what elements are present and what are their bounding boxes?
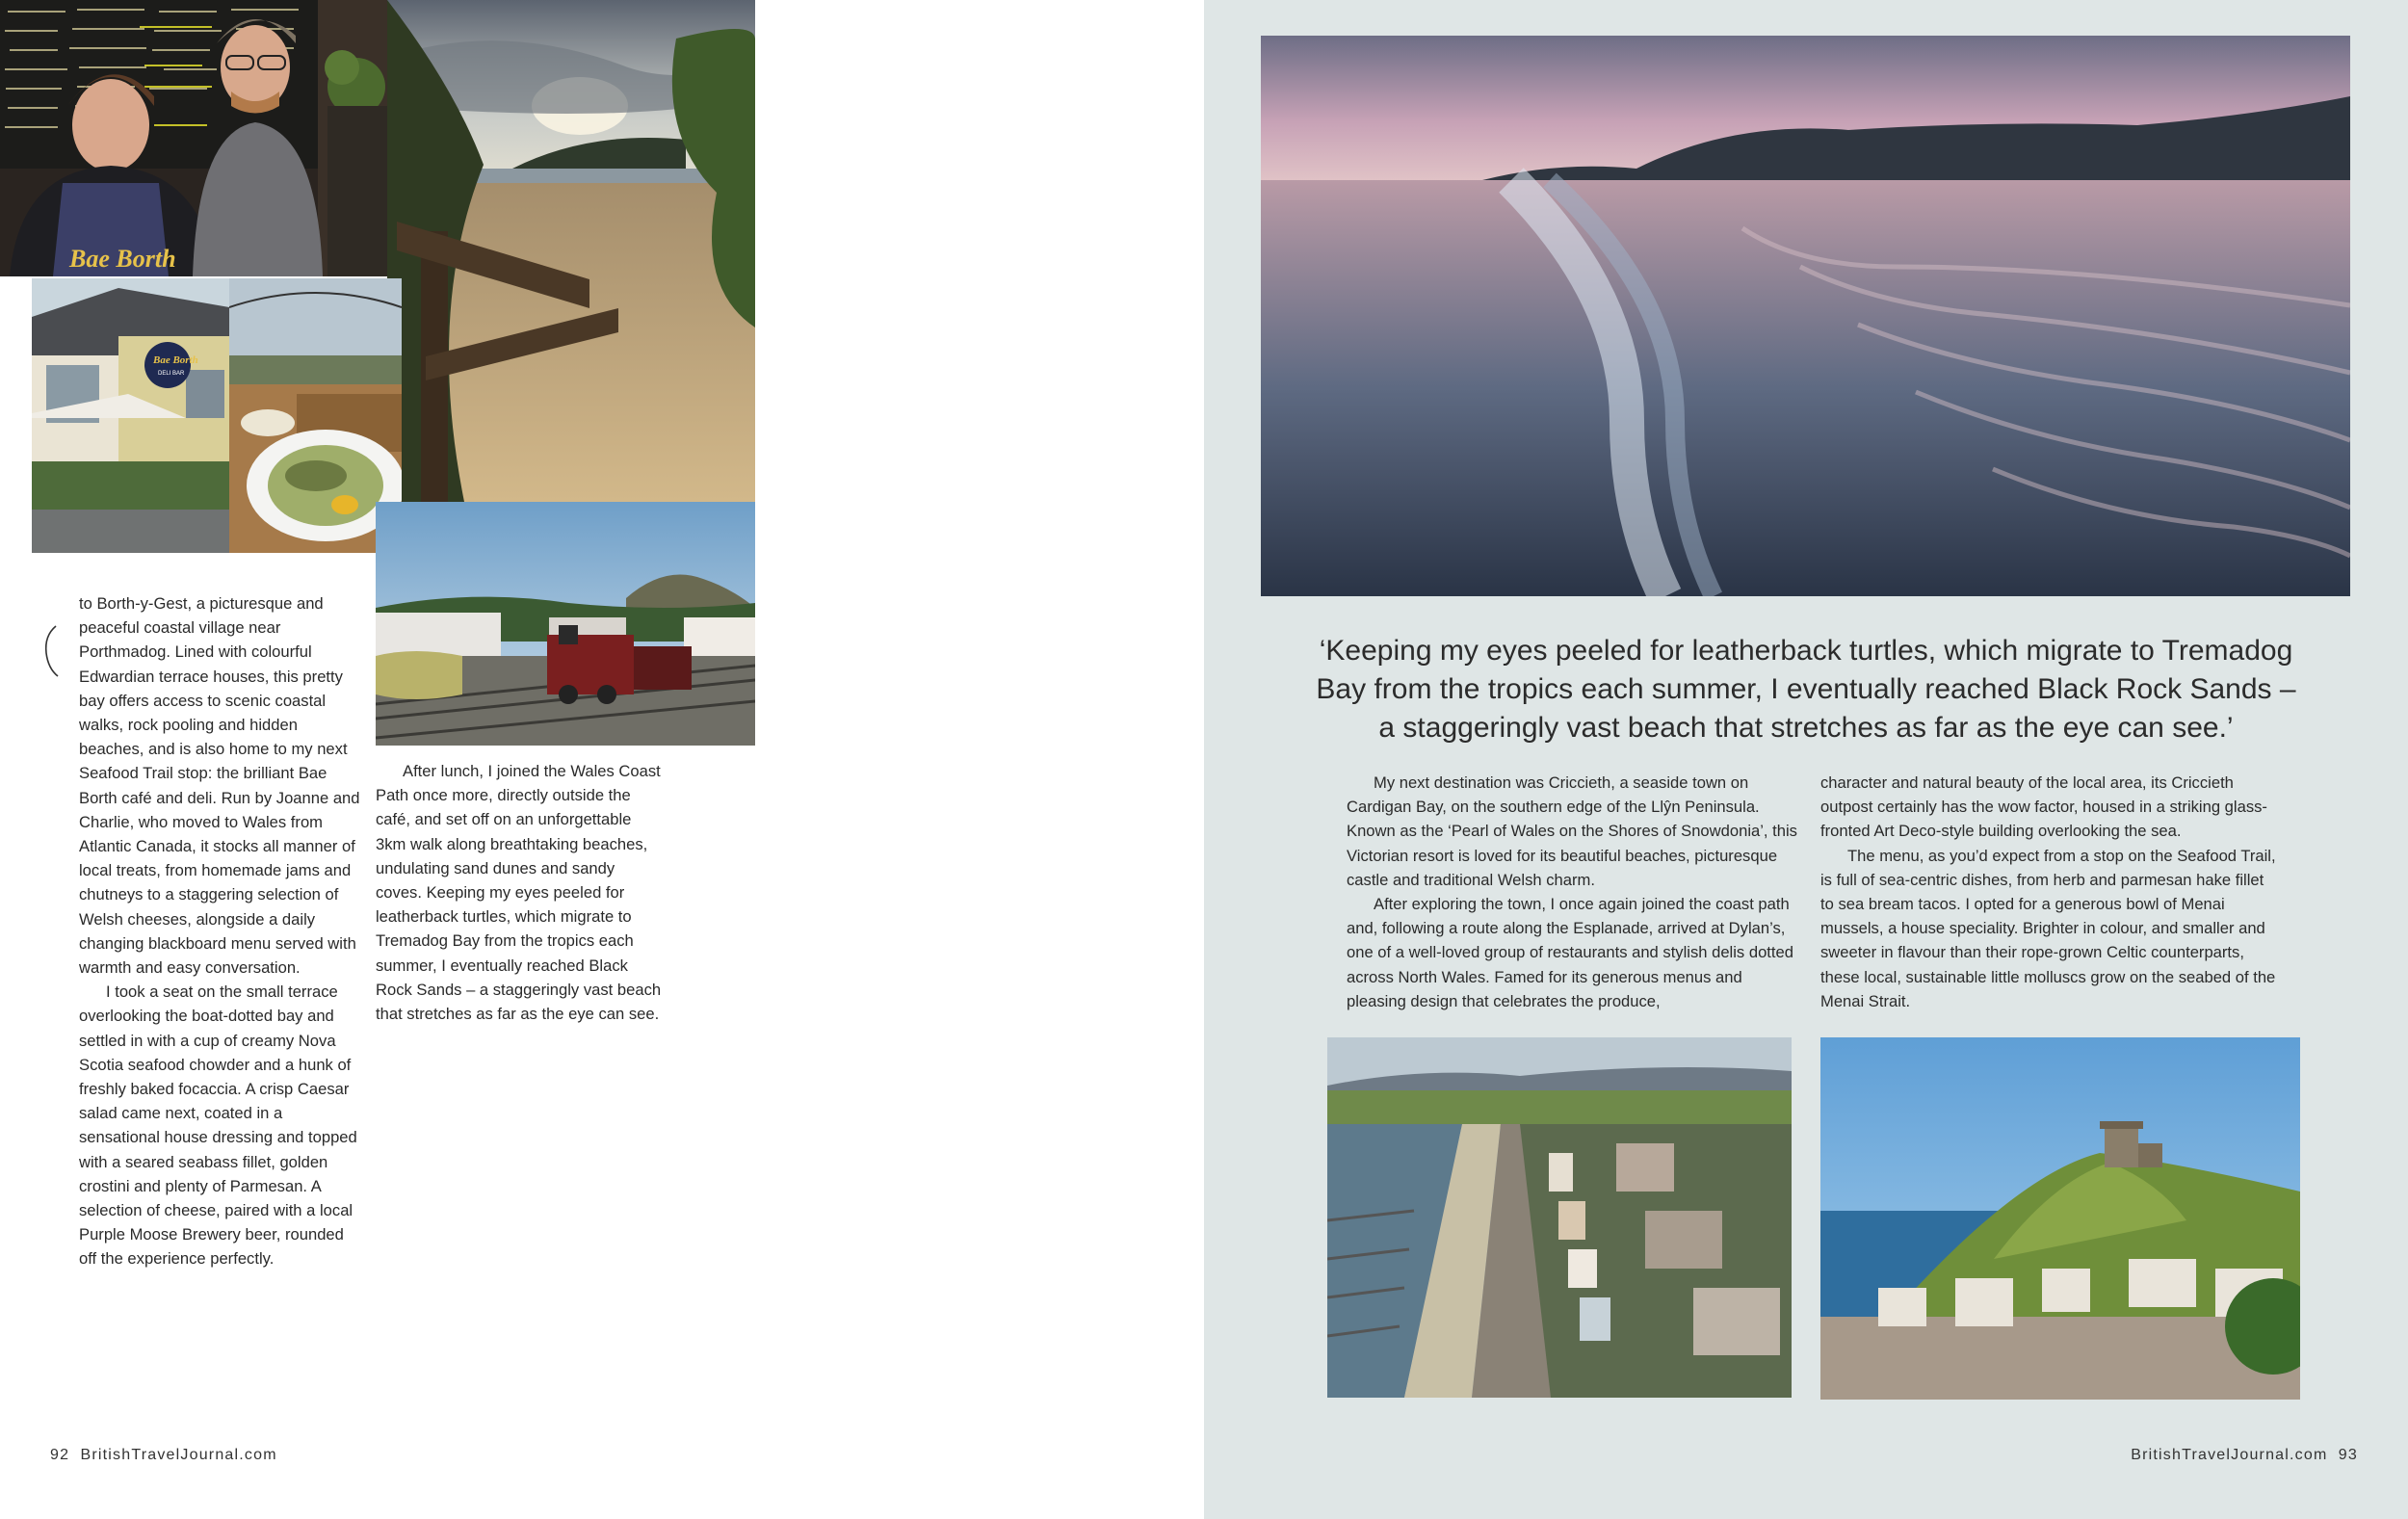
page-number: 92 (50, 1447, 70, 1463)
left-page-column-1 (79, 591, 360, 1271)
deli-exterior-photo (32, 278, 229, 553)
deli-sign-text: Bae Borth (153, 354, 198, 366)
paragraph: My next destination was Criccieth, a seaside town on Cardigan Bay, on the southern edge of the Llŷn Peninsula. Known as the ‘Pearl of Wales on the Shores of Snowdonia’, this Victorian resort is loved for its beautiful beaches, picturesque castle and traditional Welsh charm. (1347, 773, 1797, 889)
criccieth-castle-photo (1820, 1037, 2300, 1400)
steam-train-photo (376, 502, 755, 746)
paragraph: The menu, as you’d expect from a stop on the Seafood Trail, is full of sea-centric dishes, from herb and parmesan hake fillet to sea bream tacos. I opted for a generous bowl of Menai mussels, a house speciality. Brighter in colour, and smaller and sweeter in flavour than their rope-grown Celtic counterparts, these local, sustainable little molluscs grow on the seabed of the Menai Strait. (1820, 846, 2276, 1010)
paragraph: After lunch, I joined the Wales Coast Path once more, directly outside the café, and set off on an unforgettable 3km walk along breathtaking beaches, undulating sand dunes and sandy coves. Keeping my eyes peeled for leatherback turtles, which migrate to Tremadog Bay from the tropics each summer, I eventually reached Black Rock Sands – a staggeringly vast beach that stretches as far as the eye can see. (376, 762, 662, 1024)
page-folio-left (50, 1447, 277, 1464)
paragraph: character and natural beauty of the local area, its Criccieth outpost certainly has the wow factor, housed in a striking glass-fronted Art Deco-style building overlooking the sea. (1820, 773, 2267, 841)
paragraph: to Borth-y-Gest, a picturesque and peaceful coastal village near Porthmadog. Lined with colourful Edwardian terrace houses, this pretty bay offers access to scenic coastal walks, rock pooling and hidden beaches, and is also home to my next Seafood Trail stop: the brilliant Bae Borth café and deli. Run by Joanne and Charlie, who moved to Wales from Atlantic Canada, it stocks all manner of local treats, from homemade jams and chutneys to a staggering selection of Welsh cheeses, alongside a daily changing blackboard menu served with warmth and easy conversation. (79, 594, 360, 978)
pull-quote: ‘Keeping my eyes peeled for leatherback turtles, which migrate to Tremadog Bay from the tropics each summer, I eventually reached Black Rock Sands – a staggeringly vast beach that stretches as far as the eye can see.’ (1316, 635, 2296, 744)
bracket-ornament (42, 624, 62, 678)
right-page-column-1 (1347, 771, 1804, 1013)
paragraph: After exploring the town, I once again joined the coast path and, following a route along the Esplanade, arrived at Dylan’s, one of a well-loved group of restaurants and stylish delis dotted across North Wales. Famed for its generous menus and pleasing design that celebrates the produce, (1347, 895, 1793, 1010)
deli-sign-subtext: DELI BAR (158, 371, 185, 377)
site-name: BritishTravelJournal.com (2131, 1447, 2328, 1463)
page-number: 93 (2338, 1447, 2358, 1463)
paragraph: I took a seat on the small terrace overlooking the boat-dotted bay and settled in with a cup of creamy Nova Scotia seafood chowder and a hunk of freshly baked focaccia. A crisp Caesar salad came next, coated in a sensational house dressing and topped with a seared seabass fillet, golden crostini and plenty of Parmesan. A selection of cheese, paired with a local Purple Moose Brewery beer, rounded off the experience perfectly. (79, 982, 357, 1269)
apron-logo-text: Bae Borth (69, 245, 176, 273)
black-rock-sands-photo (1261, 36, 2350, 596)
site-name: BritishTravelJournal.com (80, 1447, 277, 1463)
right-page-column-2 (1820, 771, 2278, 1013)
right-page (1204, 0, 2408, 1519)
couple-photo (0, 0, 387, 276)
criccieth-aerial-photo (1327, 1037, 1792, 1398)
beach-path-photo (387, 0, 755, 502)
left-page-column-2 (376, 759, 665, 1026)
page-folio-right (2131, 1447, 2358, 1464)
